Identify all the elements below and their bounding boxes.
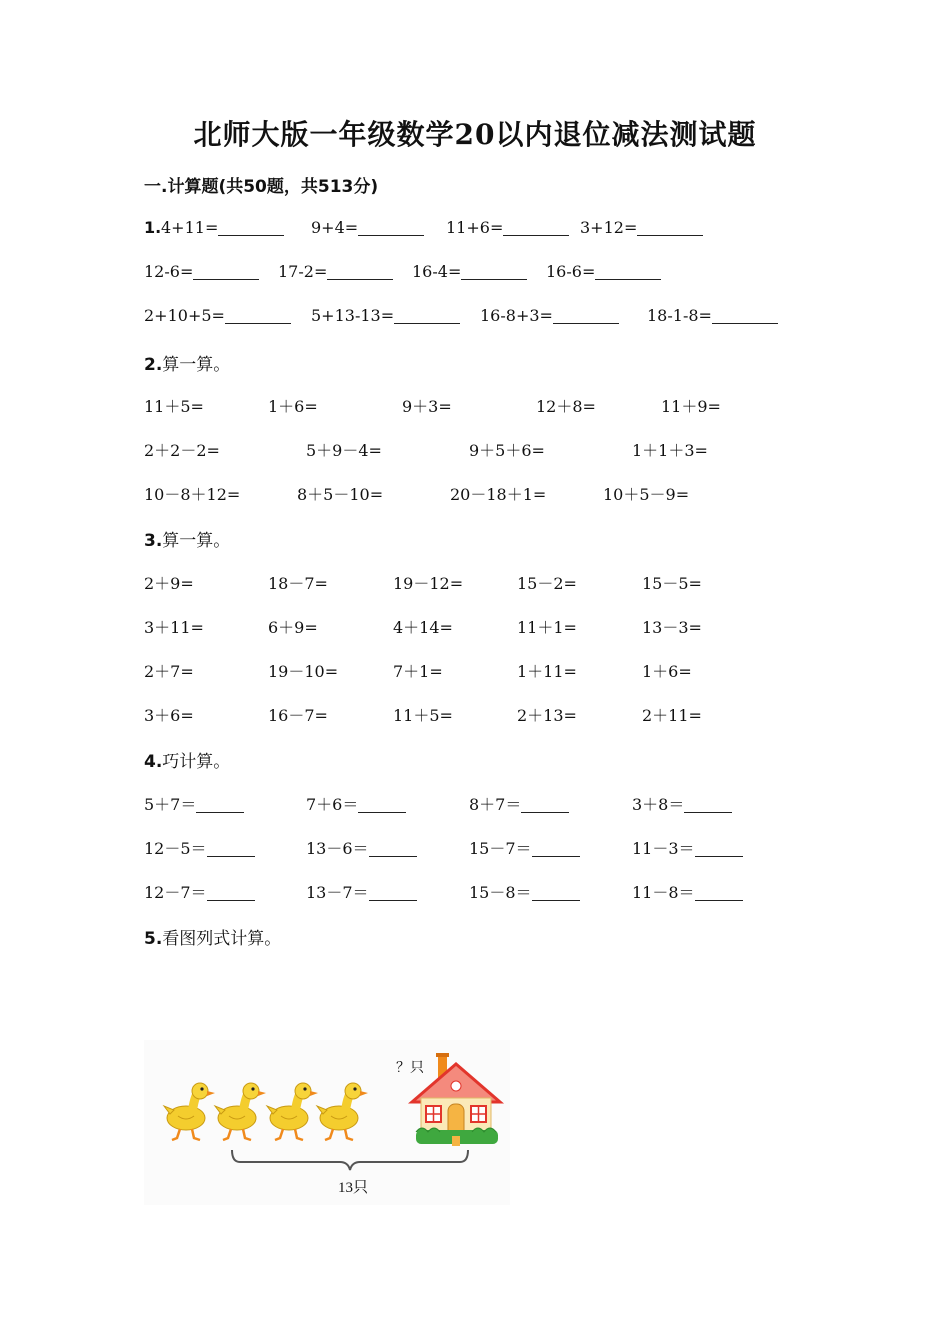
expression: 15－8＝ <box>469 880 580 903</box>
expression: 5+13-13= <box>311 306 460 325</box>
expression: 2+10+5= <box>144 306 291 325</box>
expression: 6＋9= <box>268 618 318 637</box>
expression: 2＋7= <box>144 662 194 681</box>
expression: 11＋9= <box>661 397 721 416</box>
answer-blank[interactable] <box>207 884 255 901</box>
expression: 7＋6＝ <box>306 792 406 815</box>
answer-blank[interactable] <box>369 840 417 857</box>
expression: 12-6= <box>144 262 259 281</box>
answer-blank[interactable] <box>327 263 393 280</box>
q3-heading <box>144 526 230 551</box>
ducks-and-house-figure <box>144 1040 510 1205</box>
expression: 3＋11= <box>144 618 204 637</box>
expression: 11＋1= <box>517 618 577 637</box>
answer-blank[interactable] <box>196 796 244 813</box>
expression: 12＋8= <box>536 397 596 416</box>
page-title: 北师大版一年级数学20以内退位减法测试题 <box>193 118 757 151</box>
answer-blank[interactable] <box>553 307 619 324</box>
expression: 13－6＝ <box>306 836 417 859</box>
answer-blank[interactable] <box>521 796 569 813</box>
expression: 2＋9= <box>144 574 194 593</box>
q3-text: 算一算。 <box>162 531 231 551</box>
answer-blank[interactable] <box>695 884 743 901</box>
q5-text: 看图列式计算。 <box>162 929 282 949</box>
expression: 11＋5= <box>393 706 453 725</box>
expression: 15－7＝ <box>469 836 580 859</box>
expression: 1＋6= <box>268 397 318 416</box>
answer-blank[interactable] <box>218 219 284 236</box>
expression: 19－10= <box>268 662 339 681</box>
expression: 20－18＋1= <box>450 485 547 504</box>
answer-blank[interactable] <box>532 840 580 857</box>
expression: 13－3= <box>642 618 702 637</box>
answer-blank[interactable] <box>695 840 743 857</box>
expression: 15－2= <box>517 574 577 593</box>
expression: 1＋6= <box>642 662 692 681</box>
expression: 10＋5－9= <box>603 485 690 504</box>
expression: 15－5= <box>642 574 702 593</box>
expression: 8＋7＝ <box>469 792 569 815</box>
expression: 1＋1＋3= <box>632 441 708 460</box>
q5-heading <box>144 924 281 949</box>
answer-blank[interactable] <box>193 263 259 280</box>
expression: 11－3＝ <box>632 836 743 859</box>
expression: 17-2= <box>278 262 393 281</box>
expression: 11＋5= <box>144 397 204 416</box>
expression: 3＋6= <box>144 706 194 725</box>
expression: 13－7＝ <box>306 880 417 903</box>
expression: 9＋3= <box>402 397 452 416</box>
expression: 4+11= <box>161 218 284 237</box>
q4-heading <box>144 747 230 772</box>
q1-row-1 <box>144 218 638 237</box>
section-heading: 一.计算题(共50题，共513分) <box>144 177 379 197</box>
q4-text: 巧计算。 <box>162 752 231 772</box>
expression: 16-4= <box>412 262 527 281</box>
expression: 1＋11= <box>517 662 577 681</box>
expression: 7＋1= <box>393 662 443 681</box>
answer-blank[interactable] <box>207 840 255 857</box>
expression: 9+4= <box>311 218 424 237</box>
expression: 18－7= <box>268 574 328 593</box>
expression: 19－12= <box>393 574 464 593</box>
expression: 16-6= <box>546 262 661 281</box>
q2-number: 2. <box>144 355 163 375</box>
answer-blank[interactable] <box>369 884 417 901</box>
expression: 5＋9－4= <box>306 441 382 460</box>
question-label: ？只 <box>396 1059 424 1075</box>
total-label: 13只 <box>338 1180 369 1196</box>
figure-svg <box>144 1040 510 1205</box>
answer-blank[interactable] <box>637 219 703 236</box>
answer-blank[interactable] <box>358 796 406 813</box>
expression: 18-1-8= <box>647 306 778 325</box>
q5-number: 5. <box>144 929 163 949</box>
answer-blank[interactable] <box>503 219 569 236</box>
q1-number: 1. <box>144 218 162 237</box>
expression: 4＋14= <box>393 618 453 637</box>
answer-blank[interactable] <box>394 307 460 324</box>
q3-number: 3. <box>144 531 163 551</box>
expression: 11－8＝ <box>632 880 743 903</box>
q2-heading <box>144 350 230 375</box>
q4-number: 4. <box>144 752 163 772</box>
expression: 11+6= <box>446 218 569 237</box>
expression: 8＋5－10= <box>297 485 384 504</box>
expression: 16－7= <box>268 706 328 725</box>
expression: 2＋11= <box>642 706 702 725</box>
answer-blank[interactable] <box>712 307 778 324</box>
answer-blank[interactable] <box>532 884 580 901</box>
expression: 16-8+3= <box>480 306 619 325</box>
answer-blank[interactable] <box>684 796 732 813</box>
expression: 9＋5＋6= <box>469 441 545 460</box>
expression: 3+12= <box>580 218 703 237</box>
answer-blank[interactable] <box>595 263 661 280</box>
answer-blank[interactable] <box>461 263 527 280</box>
expression: 5＋7＝ <box>144 792 244 815</box>
expression: 3＋8＝ <box>632 792 732 815</box>
answer-blank[interactable] <box>225 307 291 324</box>
expression: 2＋2－2= <box>144 441 220 460</box>
expression: 12－7＝ <box>144 880 255 903</box>
expression: 10－8＋12= <box>144 485 241 504</box>
q2-text: 算一算。 <box>162 355 231 375</box>
answer-blank[interactable] <box>358 219 424 236</box>
expression: 2＋13= <box>517 706 577 725</box>
expression: 12－5＝ <box>144 836 255 859</box>
